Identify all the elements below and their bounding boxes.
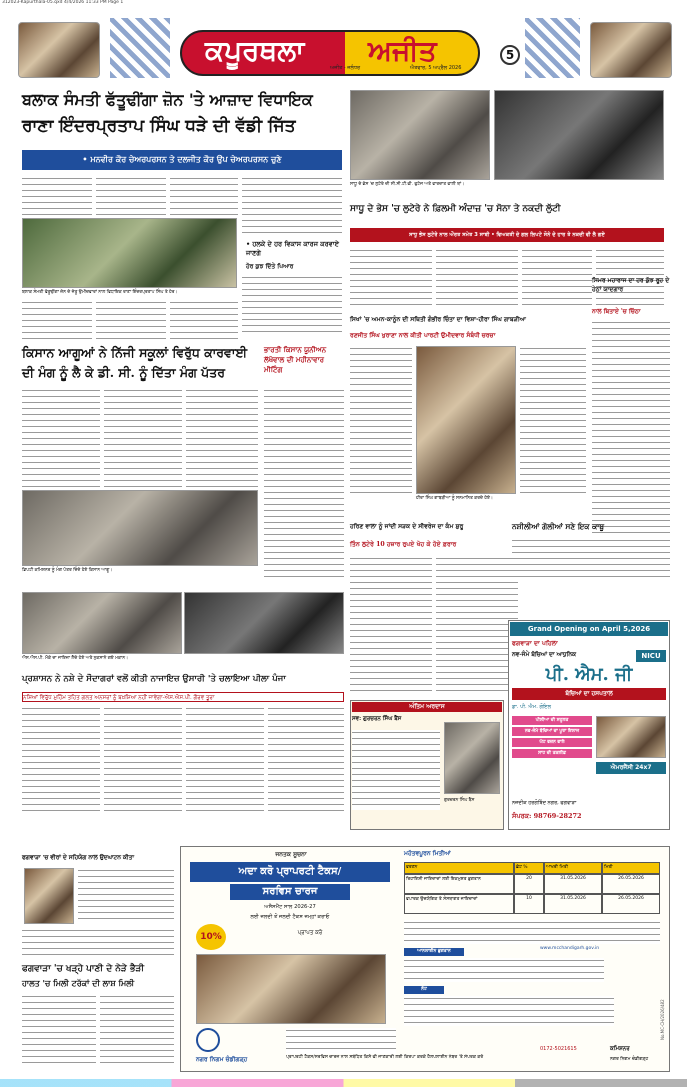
sunday-headline: ਸਿਮਰ ਮਹਾਰਾਜ ਦਾ ਹਰ ਕੁੱਝ ਰੂਹ ਦੇ ਹੇਠਾਂ ਯਾਦਗਾਰ [592, 277, 670, 293]
robbery-photo-2 [494, 90, 664, 180]
water-headline-1: ਫਗਵਾੜਾ 'ਚ ਖੜ੍ਹੇ ਪਾਣੀ ਦੇ ਨੇੜੇ ਭੈੜੀ [22, 964, 145, 974]
tax-line: ਲਈ ਜਲਦੀ ਤੋਂ ਜਲਦੀ ਟੈਕਸ ਜਮ੍ਹਾਂ ਕਰਾਓ [250, 914, 330, 920]
tax-helpline: 0172-5021615 [540, 1046, 577, 1052]
admin-text-col-2 [104, 706, 182, 816]
lead-caption: ਬਲਾਕ ਸੰਮਤੀ ਫੱਤੂਢੀਂਗਾ ਜ਼ੋਨ ਦੇ ਜੇਤੂ ਉਮੀਦਵਾਰਾਂ ਨਾਲ ਵਿਧਾਇਕ ਰਾਣਾ ਇੰਦਰਪ੍ਰਤਾਪ ਸਿੰਘ ਤੇ ਹੋਰ। [22, 290, 178, 295]
tax-note-lines [404, 996, 614, 1026]
tax-table-header-2: ਛੋਟ % [514, 862, 544, 874]
tax-footer: ਪ੍ਰਾਪਰਟੀ ਟੈਕਸ/ਸਰਵਿਸ ਚਾਰਜ ਨਾਲ ਸਬੰਧਿਤ ਕਿਸੇ ਵੀ ਜਾਣਕਾਰੀ ਲਈ ਕਿਰਪਾ ਕਰਕੇ ਹੈਲਪਲਾਈਨ ਨੰਬਰ 'ਤੇ ਸੰਪਰਕ ਕਰੋ [286, 1055, 484, 1060]
tax-year: ਅਸੈਸਮੈਂਟ ਸਾਲ 2026-27 [264, 904, 316, 910]
sunday-subhead: ਨਾਲ ਬਿਤਾਏ 'ਚ ਚਿੱਠਾ [592, 308, 641, 315]
masthead-photo-left [18, 22, 100, 78]
tax-body-org: ਨਗਰ ਨਿਗਮ ਚੰਡੀਗੜ੍ਹ [196, 1056, 248, 1063]
schools-text-col-1 [22, 388, 100, 488]
lead-text-col-4 [242, 176, 342, 236]
lead-headline-1: ਬਲਾਕ ਸੰਮਤੀ ਫੱਤੂਢੀਂਗਾ ਜ਼ੋਨ 'ਤੇ ਆਜ਼ਾਦ ਵਿਧਾਇਕ [22, 90, 313, 109]
hospital-item-1: ਪੀਲੀਆ ਦੀ ਸਹੂਲਤ [512, 716, 592, 725]
union-text [264, 388, 344, 578]
hospital-nicu: NICU [636, 650, 666, 662]
tax-commissioner: ਕਮਿਸ਼ਨਰ [610, 1046, 630, 1052]
tax-note-text [286, 1028, 396, 1054]
tax-table-title: ਮਹੱਤਵਪੂਰਨ ਮਿਤੀਆਂ [404, 850, 451, 857]
program-text-col-2 [520, 346, 586, 496]
lead-text-col-3 [170, 176, 238, 216]
counselling-text-col-2 [22, 928, 174, 958]
drain-text-col-1 [350, 556, 432, 696]
counselling-photo [24, 868, 74, 924]
program-text-col-1 [350, 346, 412, 496]
schools-text-col-2 [104, 388, 182, 488]
tax-table [404, 862, 660, 916]
tax-website[interactable]: www.mcchandigarh.gov.in [540, 946, 600, 951]
tax-row-2-date2: 26.05.2026 [602, 894, 660, 914]
drain-text-col-2 [436, 556, 518, 696]
tax-ad-code: No.MC-CH/2026/482 [660, 999, 665, 1040]
robbery-caption: ਸਾਧੂ ਦੇ ਭੇਸ 'ਚ ਲੁਟੇਰੇ ਦੀ ਸੀ.ਸੀ.ਟੀ.ਵੀ. ਫੁਟੇਜ ਅਤੇ ਵਾਰਦਾਤ ਵਾਲੀ ਥਾਂ। [350, 182, 465, 187]
masthead-city: ਕਪੂਰਥਲਾ [205, 34, 305, 67]
tax-emblem [196, 1028, 220, 1052]
hospital-item-3: ਘੱਟ ਵਜ਼ਨ ਵਾਲੇ [512, 738, 592, 747]
obituary-photo [444, 722, 500, 794]
lead-text-col-2 [96, 176, 166, 216]
masthead-ornament-left [110, 18, 170, 78]
lead-subhead: • ਮਨਵੀਰ ਕੌਰ ਚੇਅਰਪਰਸਨ ਤੇ ਦਲਜੀਤ ਕੌਰ ਉਪ ਚੇਅਰਪਰਸਨ ਚੁਣੇ [22, 150, 342, 170]
schools-headline-1: ਕਿਸਾਨ ਆਗੂਆਂ ਨੇ ਨਿੱਜੀ ਸਕੂਲਾਂ ਵਿਰੁੱਧ ਕਾਰਵਾਈ [22, 345, 248, 360]
masthead-ornament-right [525, 18, 580, 78]
water-text-col-1 [22, 994, 96, 1066]
lead-text-col-7 [96, 300, 166, 340]
counselling-headline: ਫਗਵਾੜਾ 'ਚ ਵੀਰਾਂ ਦੇ ਸਹਿਯੋਗ ਨਾਲ ਉਦਘਾਟਨ ਕੀਤਾ [22, 855, 134, 861]
drain-headline-1: ਹਰਿਣ ਵਾਲਾ ਨੂੰ ਜਾਂਦੀ ਸੜਕ ਦੇ ਸੀਵਰੇਜ ਦਾ ਕੰਮ ਸ਼ੁਰੂ [350, 523, 464, 530]
tax-row-2-desc: ਵਪਾਰਕ ਉਦਯੋਗਿਕ ਤੇ ਸੰਸਥਾਗਤ ਜਾਇਦਾਦਾਂ [404, 894, 514, 914]
program-subhead: ਰਣਜੀਤ ਸਿੰਘ ਖੁਰਾਣਾ ਨਾਲ ਕੀਤੀ ਪਾਰਟੀ ਉਮੀਦਵਾਰ ਸੰਬੰਧੀ ਚਰਚਾ [350, 332, 496, 339]
masthead-photo-right [590, 22, 672, 78]
hospital-item-4: ਸਾਹ ਦੀ ਤਕਲੀਫ਼ [512, 749, 592, 758]
admin-photo-1 [22, 592, 182, 654]
masthead-date: ਐਤਵਾਰ, 5 ਅਪ੍ਰੈਲ 2026 [410, 65, 462, 71]
tax-online-text [404, 958, 604, 982]
hospital-baby-photo [596, 716, 666, 758]
hospital-name: ਪੀ. ਐਮ. ਜੀ [545, 664, 633, 685]
hospital-intro: ਫਗਵਾੜਾ ਦਾ ਪਹਿਲਾ [512, 640, 558, 647]
hospital-emergency: ਐਮਰਜੈਂਸੀ 24x7 [596, 762, 666, 774]
robbery-text-col-1 [350, 248, 432, 308]
tax-row-1-date2: 26.05.2026 [602, 874, 660, 894]
obituary-name: ਗੁਰਚਰਨ ਸਿੰਘ ਬੈਂਸ [444, 798, 475, 803]
masthead [0, 10, 687, 82]
lead-text-col-6 [22, 300, 92, 340]
obituary-line-1: ਅੰਤਿਮ ਅਰਦਾਸ [352, 702, 502, 712]
obituary-line-2: ਸਵ: ਗੁਰਚਰਨ ਸਿੰਘ ਬੈਂਸ [352, 716, 402, 722]
tax-table-header-4: ਮਿਤੀ [602, 862, 660, 874]
tax-row-2-date: 31.05.2026 [544, 894, 602, 914]
tax-table-header-3: ਆਖਰੀ ਮਿਤੀ [544, 862, 602, 874]
hospital-banner: Grand Opening on April 5,2026 [510, 622, 668, 636]
tax-section-1: ਆਨਲਾਈਨ ਭੁਗਤਾਨ [404, 948, 464, 956]
tax-title-2: ਸਰਵਿਸ ਚਾਰਜ [230, 884, 350, 900]
hospital-address: ਨਜ਼ਦੀਕ ਹਰਗੋਬਿੰਦ ਨਗਰ, ਫਗਵਾੜਾ [512, 800, 577, 806]
lead-text-col-1 [22, 176, 92, 216]
tax-rebate: ਪ੍ਰਾਪਤ ਕਰੋ [297, 930, 323, 936]
hospital-tagline: ਨਵ-ਜੰਮੇ ਬੱਚਿਆਂ ਦਾ ਆਧੁਨਿਕ [512, 652, 576, 658]
hospital-item-2: ਨਵ-ਜੰਮੇ ਬੱਚਿਆਂ ਦਾ ਪੂਰਾ ਇਲਾਜ [512, 727, 592, 736]
admin-text-col-1 [22, 706, 100, 816]
admin-caption: ਐਸ.ਐਸ.ਪੀ. ਮੌਕੇ ਦਾ ਜਾਇਜ਼ਾ ਲੈਂਦੇ ਹੋਏ ਅਤੇ ਨੁਕਸਾਨੇ ਗਏ ਮਕਾਨ। [22, 656, 128, 661]
program-photo [416, 346, 516, 494]
page-number: 5 [500, 45, 520, 65]
meta-strip: 312023-Kapurthala-05.qxd 4/4/2026 11:33 PM Page 1 [2, 0, 124, 5]
tax-row-1-date: 31.05.2026 [544, 874, 602, 894]
program-headline: ਸਿਖਾਂ 'ਚ ਅਮਨ-ਕਾਨੂੰਨ ਦੀ ਸਥਿਤੀ ਗੰਭੀਰ ਚਿੰਤਾ ਦਾ ਵਿਸ਼ਾ-ਹੀਰਾ ਸਿੰਘ ਗਾਬੜੀਆ [350, 316, 526, 323]
admin-text-col-3 [186, 706, 264, 816]
tax-rebate-badge: 10% [196, 924, 226, 950]
tax-instructions [404, 920, 660, 944]
lead-text-col-8 [170, 300, 238, 340]
hospital-doctor: ਡਾ. ਪੀ. ਐਮ. ਗੋਇਲ [512, 704, 552, 710]
water-headline-2: ਹਾਲਤ 'ਚ ਮਿਲੀ ਟਰੱਕਾਂ ਦੀ ਲਾਸ਼ ਮਿਲੀ [22, 978, 135, 988]
drain-headline-2: ਤਿੰਨ ਲੁਟੇਰੇ 10 ਹਜ਼ਾਰ ਰੁਪਏ ਖੋਹ ਕੇ ਹੋਏ ਫ਼ਰਾਰ [350, 541, 457, 548]
hospital-phone: ਸੰਪਰਕ: 98769-28272 [512, 812, 582, 820]
schools-headline-2: ਦੀ ਮੰਗ ਨੂੰ ਲੈ ਕੇ ਡੀ. ਸੀ. ਨੂੰ ਦਿੱਤਾ ਮੰਗ ਪੱਤਰ [22, 365, 225, 380]
robbery-text-col-2 [436, 248, 518, 308]
schools-text-col-3 [186, 388, 258, 488]
tax-row-2-pct: 10 [514, 894, 544, 914]
robbery-text-col-3 [522, 248, 592, 308]
robbery-subhead: ਸਾਧੂ ਭੇਸ ਲੁਟੇਰੇ ਨਾਲ ਔਰਤ ਸਮੇਤ 3 ਸਾਥੀ • ਵਿਅਕਤੀ ਦੇ ਗਲ ਲਿਪਟੇ ਸੋਨੇ ਦੇ ਹਾਰ ਤੇ ਨਕਦੀ ਵੀ ਲੈ ਗਏ [350, 228, 664, 242]
lead-headline-2: ਰਾਣਾ ਇੰਦਰਪ੍ਰਤਾਪ ਸਿੰਘ ਧੜੇ ਦੀ ਵੱਡੀ ਜਿੱਤ [22, 116, 296, 136]
counselling-text-col-1 [78, 868, 174, 924]
tax-title-1: ਅਦਾ ਕਰੋ ਪ੍ਰਾਪਰਟੀ ਟੈਕਸ/ [190, 862, 390, 882]
robbery-photo-1 [350, 90, 490, 180]
tax-notice: ਜਨਤਕ ਸੂਚਨਾ [275, 851, 307, 858]
masthead-subline: ਅਜੀਤ - ਜਲੰਧਰ [330, 65, 361, 71]
tax-sub-commissioner: ਨਗਰ ਨਿਗਮ ਚੰਡੀਗੜ੍ਹ [610, 1057, 649, 1062]
admin-subhead: ਨਸ਼ਿਆਂ ਵਿਰੁੱਧ ਮੁਹਿੰਮ ਤਹਿਤ ਗਲਤ ਅਨਸਰਾਂ ਨੂੰ ਬਖ਼ਸ਼ਿਆ ਨਹੀਂ ਜਾਵੇਗਾ-ਐਸ.ਐਸ.ਪੀ. ਗੌਰਵ ਤੂਰਾ [22, 692, 344, 702]
lead-text-col-5 [242, 275, 342, 335]
admin-headline: ਪ੍ਰਸ਼ਾਸਨ ਨੇ ਨਸ਼ੇ ਦੇ ਸੌਦਾਗਰਾਂ ਵਲੋਂ ਕੀਤੀ ਨਾਜਾਇਜ਼ ਉਸਾਰੀ 'ਤੇ ਚਲਾਇਆ ਪੀਲਾ ਪੰਜਾ [22, 674, 286, 684]
tax-row-1-desc: ਰਿਹਾਇਸ਼ੀ ਜਾਇਦਾਦਾਂ ਲਈ ਇਕਮੁਸ਼ਤ ਭੁਗਤਾਨ [404, 874, 514, 894]
admin-text-col-4 [268, 706, 344, 816]
schools-photo [22, 490, 258, 566]
masthead-paper: ਅਜੀਤ [368, 34, 437, 67]
program-caption: ਹੀਰਾ ਸਿੰਘ ਗਾਬੜੀਆ ਨੂੰ ਸਨਮਾਨਿਤ ਕਰਦੇ ਹੋਏ। [416, 496, 493, 501]
robbery-headline: ਸਾਧੂ ਦੇ ਭੇਸ 'ਚ ਲੁਟੇਰੇ ਨੇ ਫ਼ਿਲਮੀ ਅੰਦਾਜ਼ 'ਚ ਸੋਨਾ ਤੇ ਨਕਦੀ ਲੁੱਟੀ [350, 204, 561, 214]
obituary-text [352, 730, 440, 810]
tax-table-header-1: ਵਰਣਨ [404, 862, 514, 874]
union-headline: ਭਾਰਤੀ ਕਿਸਾਨ ਯੂਨੀਅਨ ਲੱਖੋਵਾਲ ਦੀ ਮਹੀਨਾਵਾਰ ਮੀਟਿੰਗ [264, 345, 327, 374]
drugs-text [512, 538, 670, 578]
lead-pull-quote-2: ਹੋਰ ਕੁਝ ਦਿੱਤੇ ਪਿਆਰ [246, 263, 294, 270]
tax-building-photo [196, 954, 386, 1024]
schools-caption: ਡਿਪਟੀ ਕਮਿਸ਼ਨਰ ਨੂੰ ਮੰਗ ਪੱਤਰ ਦਿੰਦੇ ਹੋਏ ਕਿਸਾਨ ਆਗੂ। [22, 568, 113, 573]
hospital-sub: ਬੱਚਿਆਂ ਦਾ ਹਸਪਤਾਲ [512, 688, 666, 700]
tax-row-1-pct: 20 [514, 874, 544, 894]
admin-photo-2 [184, 592, 344, 654]
water-text-col-2 [100, 994, 174, 1066]
tax-section-2: ਨੋਟ [404, 986, 444, 994]
lead-pull-quote-1: • ਹਲਕੇ ਦੇ ਹਰ ਵਿਕਾਸ ਕਾਰਜ ਕਰਵਾਏ ਜਾਣਗੇ [246, 240, 339, 257]
print-color-bar [0, 1079, 687, 1087]
lead-photo [22, 218, 237, 288]
drugs-headline: ਨਸ਼ੀਲੀਆਂ ਗੋਲੀਆਂ ਸਣੇ ਇਕ ਕਾਬੂ [512, 522, 605, 531]
